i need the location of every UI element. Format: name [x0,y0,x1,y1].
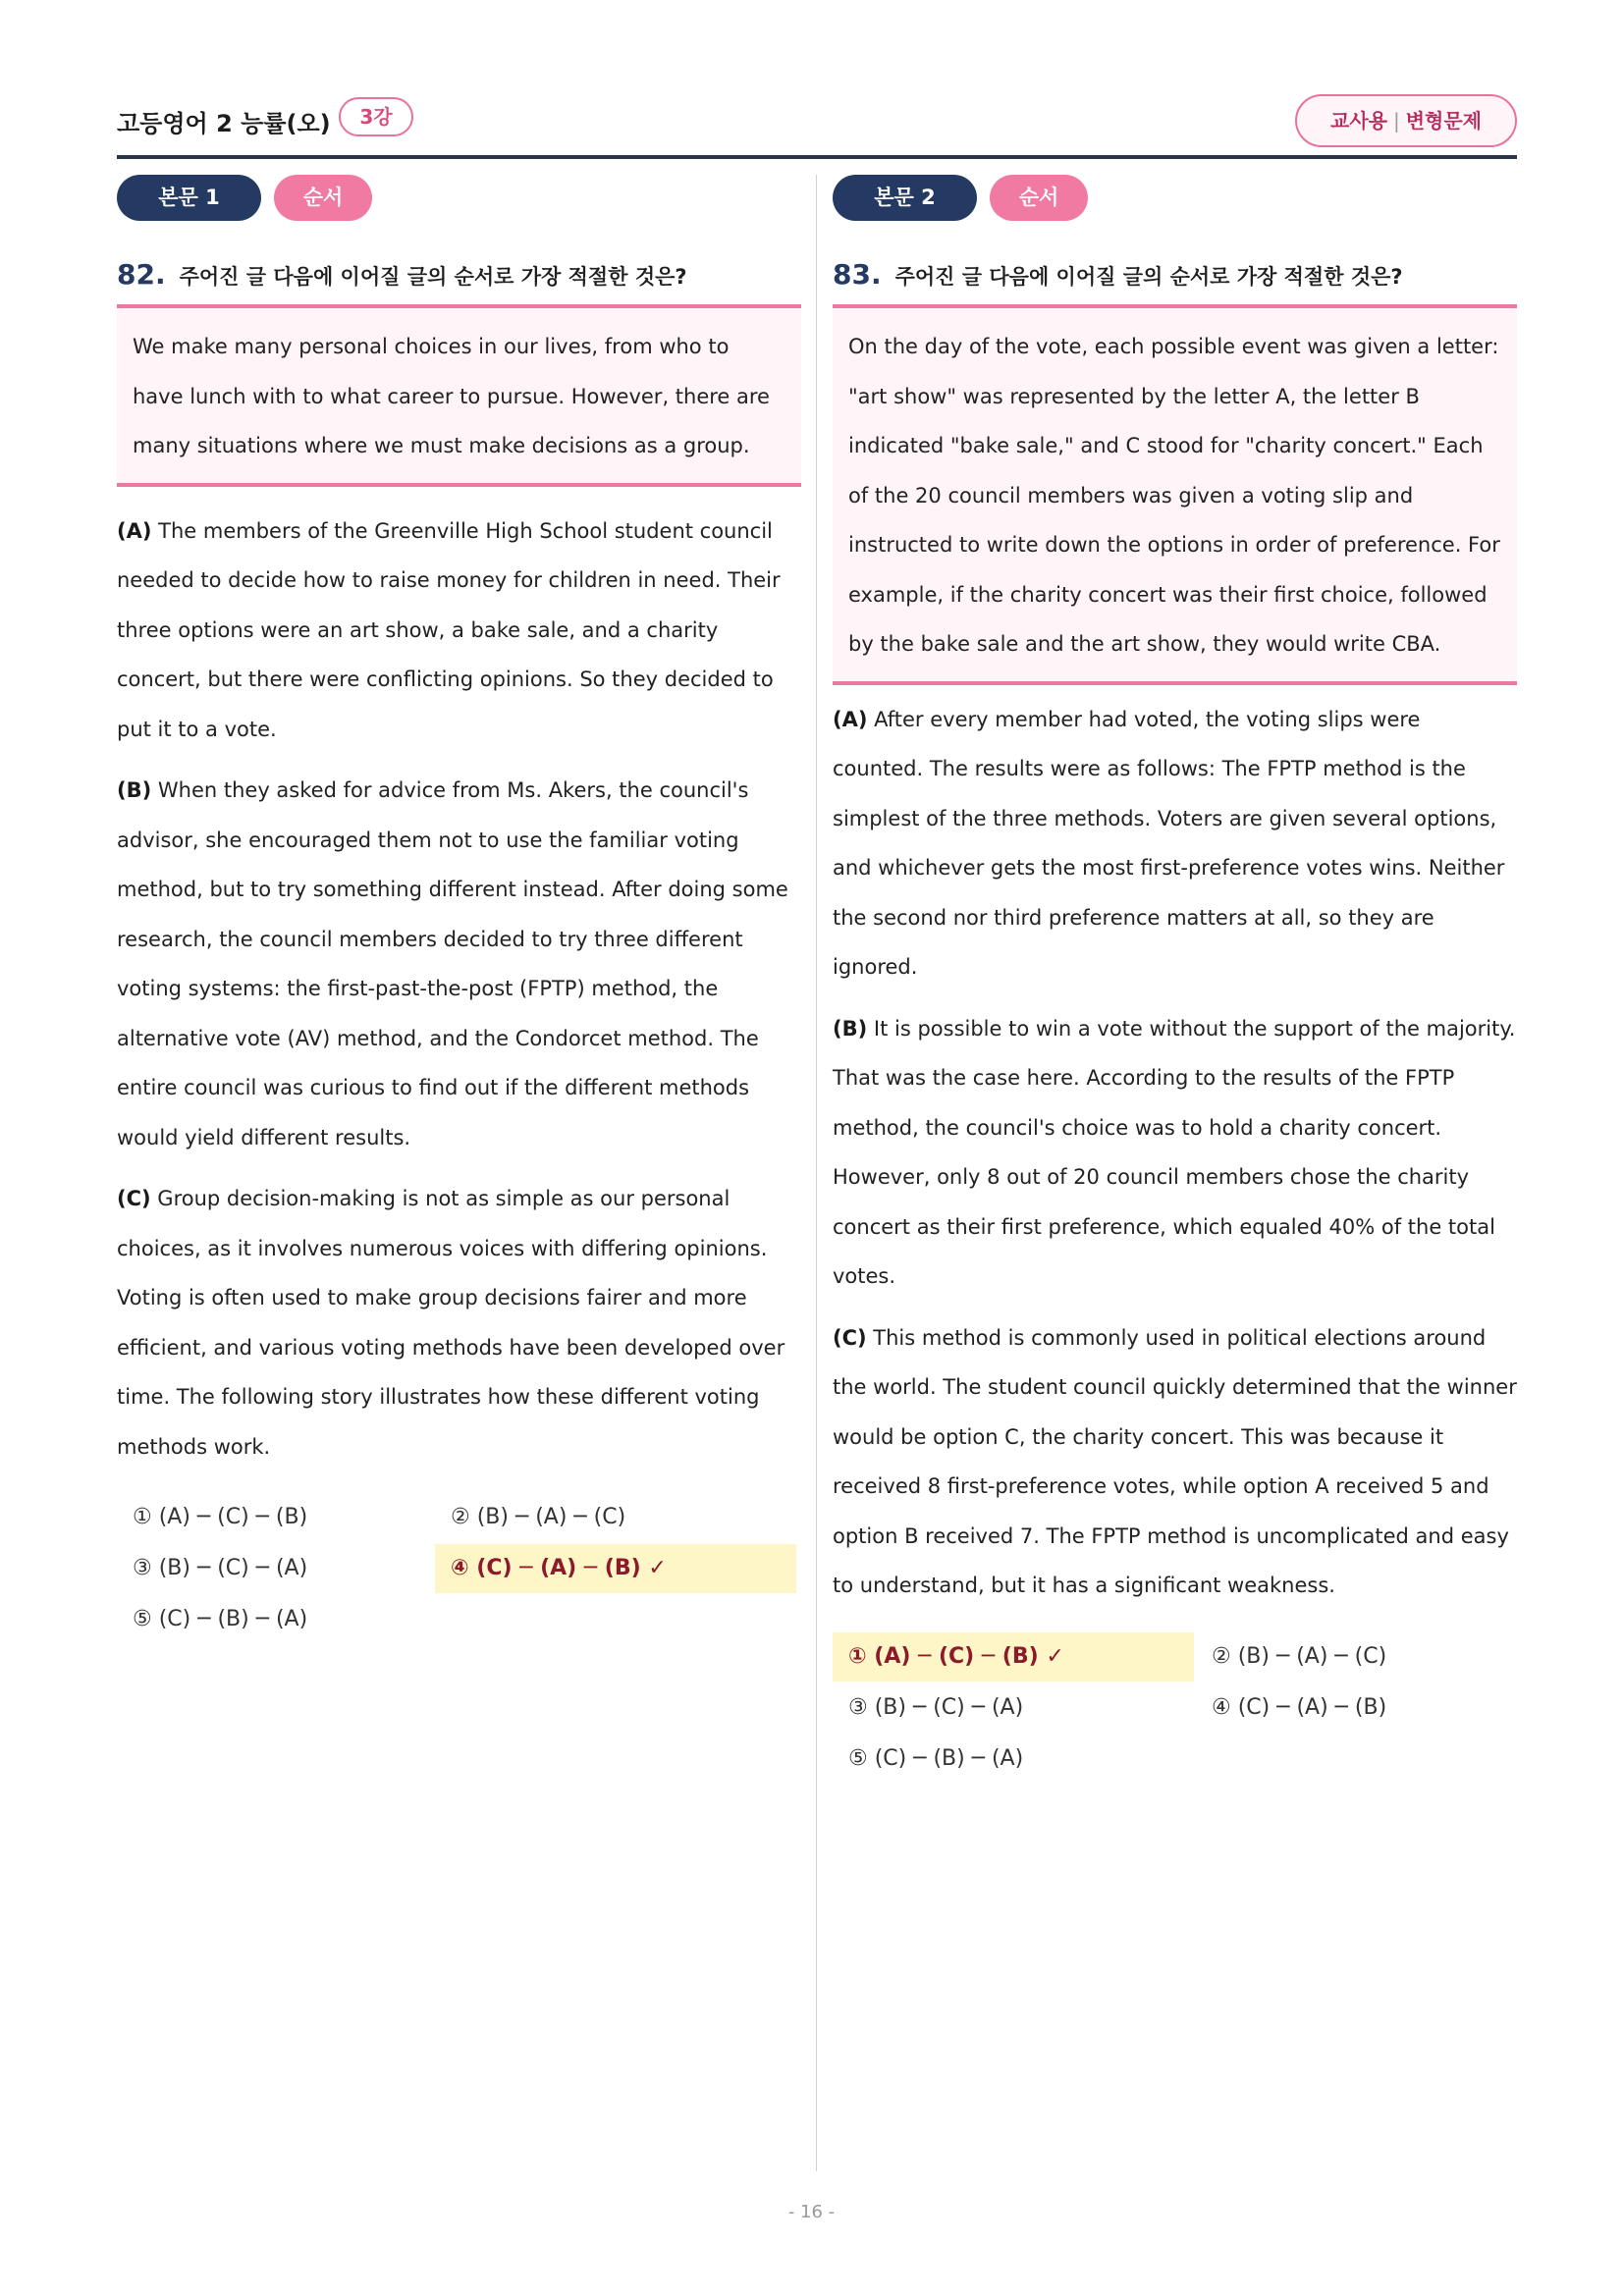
option-3[interactable]: ③ (B) ─ (C) ─ (A) [848,1694,1024,1720]
option-5[interactable]: ⑤ (C) ─ (B) ─ (A) [848,1745,1024,1771]
section-text: It is possible to win a vote without the support of the majority. That was the case here. According to the results of the FPTP method, the council's choice was to hold a charity concert. However, only 8 out of 20 council members chose the charity concert as their first preference, which equaled 40% of the total votes. [833,1016,1516,1288]
column-divider [816,175,817,2171]
section-c [117,1174,801,1471]
passage-pill: 본문 2 [833,175,977,221]
option-3[interactable]: ③ (B) ─ (C) ─ (A) [133,1556,308,1580]
right-pills [833,175,1517,222]
option-1-correct[interactable]: ① (A) ─ (C) ─ (B) ✓ [833,1632,1194,1682]
page-header [117,94,1517,153]
section-a [117,507,801,755]
teacher-badge [1295,94,1517,147]
option-5[interactable]: ⑤ (C) ─ (B) ─ (A) [133,1607,308,1631]
type-label: 변형문제 [1405,109,1482,133]
question-82 [117,255,801,294]
left-column [117,175,801,1631]
section-tag: (C) [117,1187,151,1210]
option-2[interactable]: ② (B) ─ (A) ─ (C) [451,1505,626,1529]
left-pills [117,175,801,222]
type-pill: 순서 [274,175,372,221]
section-text: The members of the Greenville High School student council needed to decide how to raise money for children in need. Their three options were an art show, a bake sale, and a charity concert, but there were conflicting opinions. So they decided to put it to a vote. [117,518,781,741]
question-83 [833,255,1517,294]
given-text: On the day of the vote, each possible event was given a letter: "art show" was represented by the letter A, the letter B indicated "bake sale," and C stood for "charity concert." Each of the 20 council members was given a voting slip and instructed to write down the options in order of preference. For example, if the charity concert was their first choice, followed by the bake sale and the art show, they would write CBA. [848,335,1500,656]
section-a [833,695,1517,992]
question-text: 주어진 글 다음에 이어질 글의 순서로 가장 적절한 것은? [894,265,1403,289]
section-tag: (A) [117,518,152,543]
question-number: 82. [117,258,166,291]
option-4-correct[interactable]: ④ (C) ─ (A) ─ (B) ✓ [435,1544,796,1593]
teacher-label: 교사용 [1330,109,1387,133]
given-text-box [117,304,801,487]
section-c [833,1313,1517,1611]
given-text-box [833,304,1517,685]
type-pill: 순서 [990,175,1088,221]
section-b [833,1004,1517,1302]
section-tag: (C) [833,1325,867,1350]
section-text: Group decision-making is not as simple as our personal choices, as it involves numerous voices with differing opinions. Voting is often used to make group decisions fairer and more efficient, and various voting methods have been developed over time. The following story illustrates how these different voting methods work. [117,1187,785,1459]
question-text: 주어진 글 다음에 이어질 글의 순서로 가장 적절한 것은? [179,265,687,289]
option-1[interactable]: ① (A) ─ (C) ─ (B) [133,1505,308,1529]
option-2[interactable]: ② (B) ─ (A) ─ (C) [1212,1643,1387,1669]
section-text: When they asked for advice from Ms. Akers, the council's advisor, she encouraged them not to use the familiar voting method, but to try something different instead. After doing some research, the council members decided to try three different voting systems: the first-past-the-post (FPTP) method, the alternative vote (AV) method, and the Condorcet method. The entire council was curious to find out if the different methods would yield different results. [117,778,788,1149]
lesson-badge: 3강 [339,97,413,136]
option-4[interactable]: ④ (C) ─ (A) ─ (B) [1212,1694,1387,1720]
badge-separator: | [1392,109,1400,133]
book-title: 고등영어 2 능률(오) [117,110,331,137]
right-column [833,175,1517,1771]
section-text: This method is commonly used in political elections around the world. The student council quickly determined that the winner would be option C, the charity concert. This was because it received 8 first-preference votes, while option A received 5 and option B received 7. The FPTP method is uncomplicated and easy to understand, but it has a significant weakness. [833,1325,1517,1597]
header-rule [117,155,1517,159]
section-tag: (B) [117,778,152,802]
given-text: We make many personal choices in our lives, from who to have lunch with to what career to pursue. However, there are many situations where we must make decisions as a group. [133,335,770,457]
section-text: After every member had voted, the voting slips were counted. The results were as follows: The FPTP method is the simplest of the three methods. Voters are given several options, and whichever gets the most first-preference votes wins. Neither the second nor third preference matters at all, so they are ignored. [833,707,1505,979]
passage-pill: 본문 1 [117,175,261,221]
page-number: - 16 - [787,2202,836,2222]
section-b [117,766,801,1162]
section-tag: (B) [833,1016,868,1041]
question-number: 83. [833,258,882,291]
section-tag: (A) [833,707,868,731]
